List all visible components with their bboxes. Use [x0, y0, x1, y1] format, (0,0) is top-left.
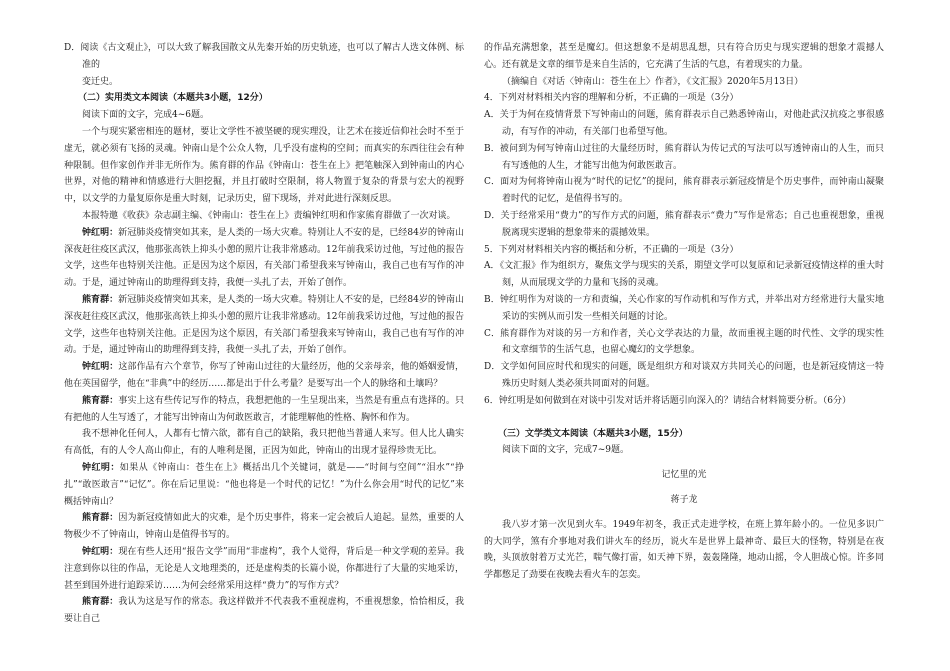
section-practical-title: （二）实用类文本阅读（本题共3小题，12分） [78, 93, 268, 104]
question-4-option-c: C．面对为何将钟南山视为“时代的记忆”的提问，熊育群表示新冠疫情是个历史事件，而钟南山凝聚着时代的记忆，是值得书写的。 [484, 177, 884, 205]
dialogue-xiong-4 [64, 594, 464, 628]
dialogue-zhong-3 [64, 460, 464, 510]
question-5-option-b: B．钟红明作为对谈的一方和责编，关心作家的写作动机和写作方式，并举出对方经常进行大量实地采访的实例从而引发一些相关问题的讨论。 [484, 294, 884, 322]
question-5-option-c: C．熊育群作为对谈的另一方和作者，关心文学表达的力量，故而重视主题的时代性、文学的现实性和文章细节的生活气息，也留心魔幻的文学想象。 [484, 328, 884, 356]
option-d [64, 40, 464, 74]
dialogue-text: 我认为这是写作的常态。我这样做并不代表我不重视虚构，不重视想象，恰恰相反，我要让自己 [64, 597, 464, 625]
excerpt-source: （摘编自《对话〈钟南山：苍生在上〉作者》，《文汇报》2020年5月13日） [502, 76, 804, 87]
question-4-option-d: D．关于经常采用“费力”的写作方式的问题，熊育群表示“费力”写作是常态；自己也重视想象，重视脱离现实逻辑的想象带来的震撼效果。 [484, 210, 884, 238]
speaker-xiong: 熊育群： [82, 395, 119, 406]
speaker-xiong: 熊育群： [82, 294, 119, 305]
option-d-line2: 变迁史。 [82, 76, 119, 87]
dialogue-text: 这部作品有六个章节，你写了钟南山过往的大量经历，他的父亲母亲，他的婚姻爱情，他在英国留学，他在“非典”中的经历……都是出于什么考量？是要写出一个人的脉络和土壤吗？ [64, 362, 464, 389]
dialogue-text: 新冠肺炎疫情突如其来，是人类的一场大灾难。特别让人不安的是，已经84岁的钟南山深夜赶往疫区武汉，他那张高铁上抑头小憩的照片让我非常感动。12年前我采访过他，写过他的报告文学，这些年也特别关注他。正是因为这个原因，有关部门希望我来写钟南山，我自己也有写作的冲动。于是，通过钟南山的助理得到支持，我便一头扎了去，开始了创作。 [64, 227, 464, 289]
dialogue-zhong-2 [64, 359, 464, 393]
story-author: 蒋子龙 [670, 494, 698, 505]
question-5-option-d: D．文学如何回应时代和现实的问题，既是组织方和对谈双方共同关心的问题，也是新冠疫情这一特殊历史时刻人类必须共同面对的问题。 [484, 362, 884, 389]
paragraph-continued: 的作品充满想象，甚至是魔幻。但这想象不是胡思乱想，只有符合历史与现实逻辑的想象才震撼人心。还有就是文章的细节是来自生活的，它充满了生活的气息，有着现实的力量。 [484, 43, 884, 70]
question-4: 4．下列对材料相关内容的理解和分析，不正确的一项是（3分） [484, 93, 739, 104]
section-literary-title: （三）文学类文本阅读（本题共3小题，15分） [498, 428, 688, 439]
paragraph-intro: 一个与现实紧密相连的题材，要让文学性不被坚硬的现实理没，让艺术在接近信仰社会时不至于虚无，就必须有飞扬的灵魂。钟南山是个公众人物，几乎没有虚构的空间；而真实的东西往往会有种种限制。但作家创作并非无所作为。熊育群的作品《钟南山：苍生在上》把笔触深入到钟南山的内心世界，对他的精神和情感进行大胆挖掘，并且打破时空限制，将人物置于复杂的背景与宏大的视野中，以文学的力量复原你是重大时刻，记录历史，留下现场，并对此进行深刻反思。 [64, 126, 464, 205]
dialogue-text: 事实上这有些传记写作的特点，我想把他的一生呈现出来，当然是有重点有选择的。只有把他的人生写透了，才能写出钟南山为何敢医敢言，才能理解他的性格、胸怀和作为。 [64, 395, 464, 423]
dialogue-zhong-4 [64, 544, 464, 594]
dialogue-xiong-1 [64, 292, 464, 359]
dialogue-zhong-1 [64, 225, 464, 292]
dialogue-xiong-3 [64, 510, 464, 544]
speaker-xiong: 熊育群： [82, 513, 119, 524]
dialogue-text: 新冠肺炎疫情突如其来，是人类的一场大灾难。特别让人不安的是，已经84岁的钟南山深夜赶往疫区武汉，他那张高铁上抑头小憩的照片让我非常感动。12年前我采访过他，写过他的报告文学，这些年也特别关注他。正是因为这个原因，有关部门希望我来写钟南山，我自己也有写作的冲动。于是，通过钟南山的助理得到支持，我便一头扎了去，开始了创作。 [64, 294, 464, 356]
speaker-zhong: 钟红明： [82, 362, 119, 373]
story-paragraph-1: 我八岁才第一次见到火车。1949年初冬，我正式走进学校，在班上算年龄小的。一位见多识广的大同学，煞有介事地对我们讲火车的经历，说火车是世界上最神奇、最巨大的怪物，特别是在夜晚，头顶放射着万丈光芒，喘气像打雷，如天神下界，轰轰隆隆，地动山摇，令人胆战心惊。许多同学都憋足了劲要在夜晚去看火车的怎奕。 [484, 519, 884, 581]
dialogue-xiong-2 [64, 393, 464, 427]
spacer [484, 410, 884, 426]
instruction-4-6: 阅读下面的文字，完成4~6题。 [82, 110, 209, 121]
question-6: 6．钟红明是如何做到在对谈中引发对话并将话题引向深入的？请结合材料简要分析。（6分） [484, 395, 851, 406]
dialogue-text: 因为新冠疫情如此大的灾难，是个历史事件，将来一定会被后人追起。显然，重要的人物极少不了钟南山，钟南山是值得书写的。 [64, 513, 464, 541]
left-column [64, 40, 464, 628]
spacer [484, 484, 884, 492]
paragraph-no-deify: 我不想神化任何人，人都有七情六欲，都有自己的缺陷，我只把他当普通人来写。但人比人确实有高低，有的人令人高山仰止，有的人唯利是图，正因为如此，钟南山的出现才显得珍贵无比。 [64, 429, 464, 457]
dialogue-text: 现在有些人还用“报告文学”而用“非虚构”，我个人觉得，背后是一种文学观的差异。我注意到你以往的作品，无论是人文地理类的，还是虚构类的长篇小说，你都进行了大量的实地采访，甚至到国外进行追踪采访……为何会经常采用这样“费力”的写作方式？ [64, 546, 464, 591]
speaker-zhong: 钟红明： [82, 227, 119, 238]
spacer [484, 459, 884, 467]
question-4-option-b: B．被问到为何写钟南山过往的大量经历时，熊育群认为传记式的写法可以写透钟南山的人生，而只有写透他的人生，才能写出他为何敢医敢言。 [484, 143, 884, 171]
story-title: 记忆里的光 [661, 470, 707, 481]
instruction-7-9: 阅读下面的文字，完成7~9题。 [502, 445, 629, 456]
right-column [484, 40, 884, 584]
spacer [484, 509, 884, 517]
speaker-zhong: 钟红明： [82, 462, 120, 473]
question-5: 5．下列对材料相关内容的概括和分析，不正确的一项是（3分） [484, 244, 739, 255]
question-4-option-a: A．关于为何在疫情背景下写钟南山的问题，熊育群表示自己熟悉钟南山，对他赴武汉抗疫之事很感动，有写作的冲动，有关部门也希望写他。 [484, 110, 884, 137]
dialogue-text: 如果从《钟南山：苍生在上》概括出几个关键词，就是——“时间与空间”“泪水”“挣扎”“敢医敢言”“记忆”。你在后记里说：“他也将是一个时代的记忆！”为什么你会用“时代的记忆”来概括钟南山？ [64, 462, 464, 507]
question-5-option-a: A．《文汇报》作为组织方，聚焦文学与现实的关系，期望文学可以复原和记录新冠疫情这样的重大时刻，从而展现文学的力量和飞扬的灵魂。 [484, 261, 884, 289]
speaker-xiong: 熊育群： [82, 597, 119, 608]
speaker-zhong: 钟红明： [82, 546, 119, 557]
option-d-line1: D．阅读《古文观止》，可以大致了解我国散文从先秦开始的历史轨迹，也可以了解古人选文体例、标准的 [64, 43, 464, 70]
paragraph-interview-note: 本报特邀《收获》杂志副主编、《钟南山：苍生在上》责编钟红明和作家熊育群做了一次对谈。 [82, 210, 456, 221]
